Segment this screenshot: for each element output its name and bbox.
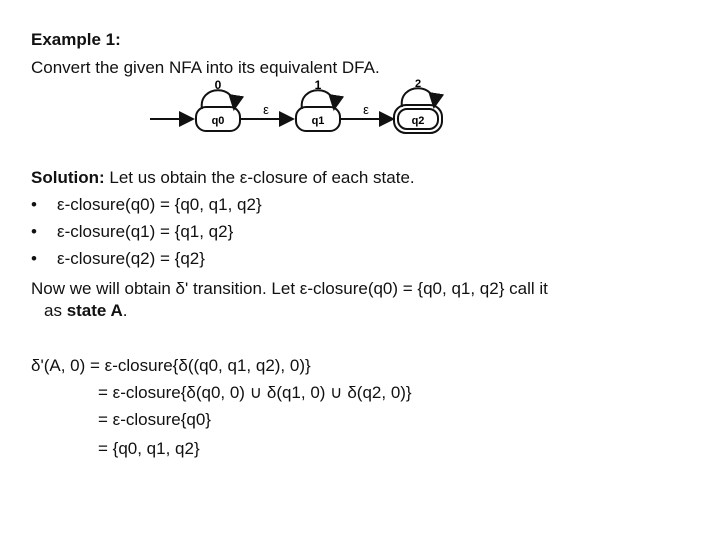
state-a-label: state A (66, 301, 123, 320)
problem-statement: Convert the given NFA into its equivalent DFA. (31, 58, 380, 77)
closure-item-q0: ε-closure(q0) = {q0, q1, q2} (57, 195, 262, 214)
derivation-line-4: = {q0, q1, q2} (98, 439, 200, 458)
epsilon-label-q1-q2: ε (363, 102, 369, 117)
closure-item-q1: ε-closure(q1) = {q1, q2} (57, 222, 234, 241)
self-loop-q2-label: 2 (414, 78, 422, 90)
epsilon-label-q0-q1: ε (263, 102, 269, 117)
example-title: Example 1: (31, 30, 121, 49)
solution-label: Solution: (31, 168, 105, 187)
state-a-prefix: as (44, 301, 67, 320)
self-loop-q0-label: 0 (214, 78, 222, 92)
bullet-icon: • (31, 222, 37, 241)
bullet-icon: • (31, 195, 37, 214)
derivation-line-3: = ε-closure{q0} (98, 410, 211, 429)
state-q1-label: q1 (311, 115, 325, 127)
nfa-diagram (150, 76, 450, 136)
transition-intro: Now we will obtain δ' transition. Let ε-closure(q0) = {q0, q1, q2} call it (31, 279, 548, 298)
bullet-icon: • (31, 249, 37, 268)
self-loop-q1-label: 1 (314, 78, 322, 92)
state-q2-label: q2 (411, 115, 425, 127)
state-a-suffix: . (122, 301, 128, 320)
solution-lead-text: Let us obtain the ε-closure of each state. (104, 168, 415, 187)
state-q0-label: q0 (211, 115, 225, 127)
solution-lead (31, 166, 415, 190)
derivation-line-1: δ'(A, 0) = ε-closure{δ((q0, q1, q2), 0)} (31, 356, 311, 375)
state-a-definition (44, 299, 127, 323)
closure-item-q2: ε-closure(q2) = {q2} (57, 249, 205, 268)
derivation-line-2: = ε-closure{δ(q0, 0) ∪ δ(q1, 0) ∪ δ(q2, 0)} (98, 383, 412, 402)
